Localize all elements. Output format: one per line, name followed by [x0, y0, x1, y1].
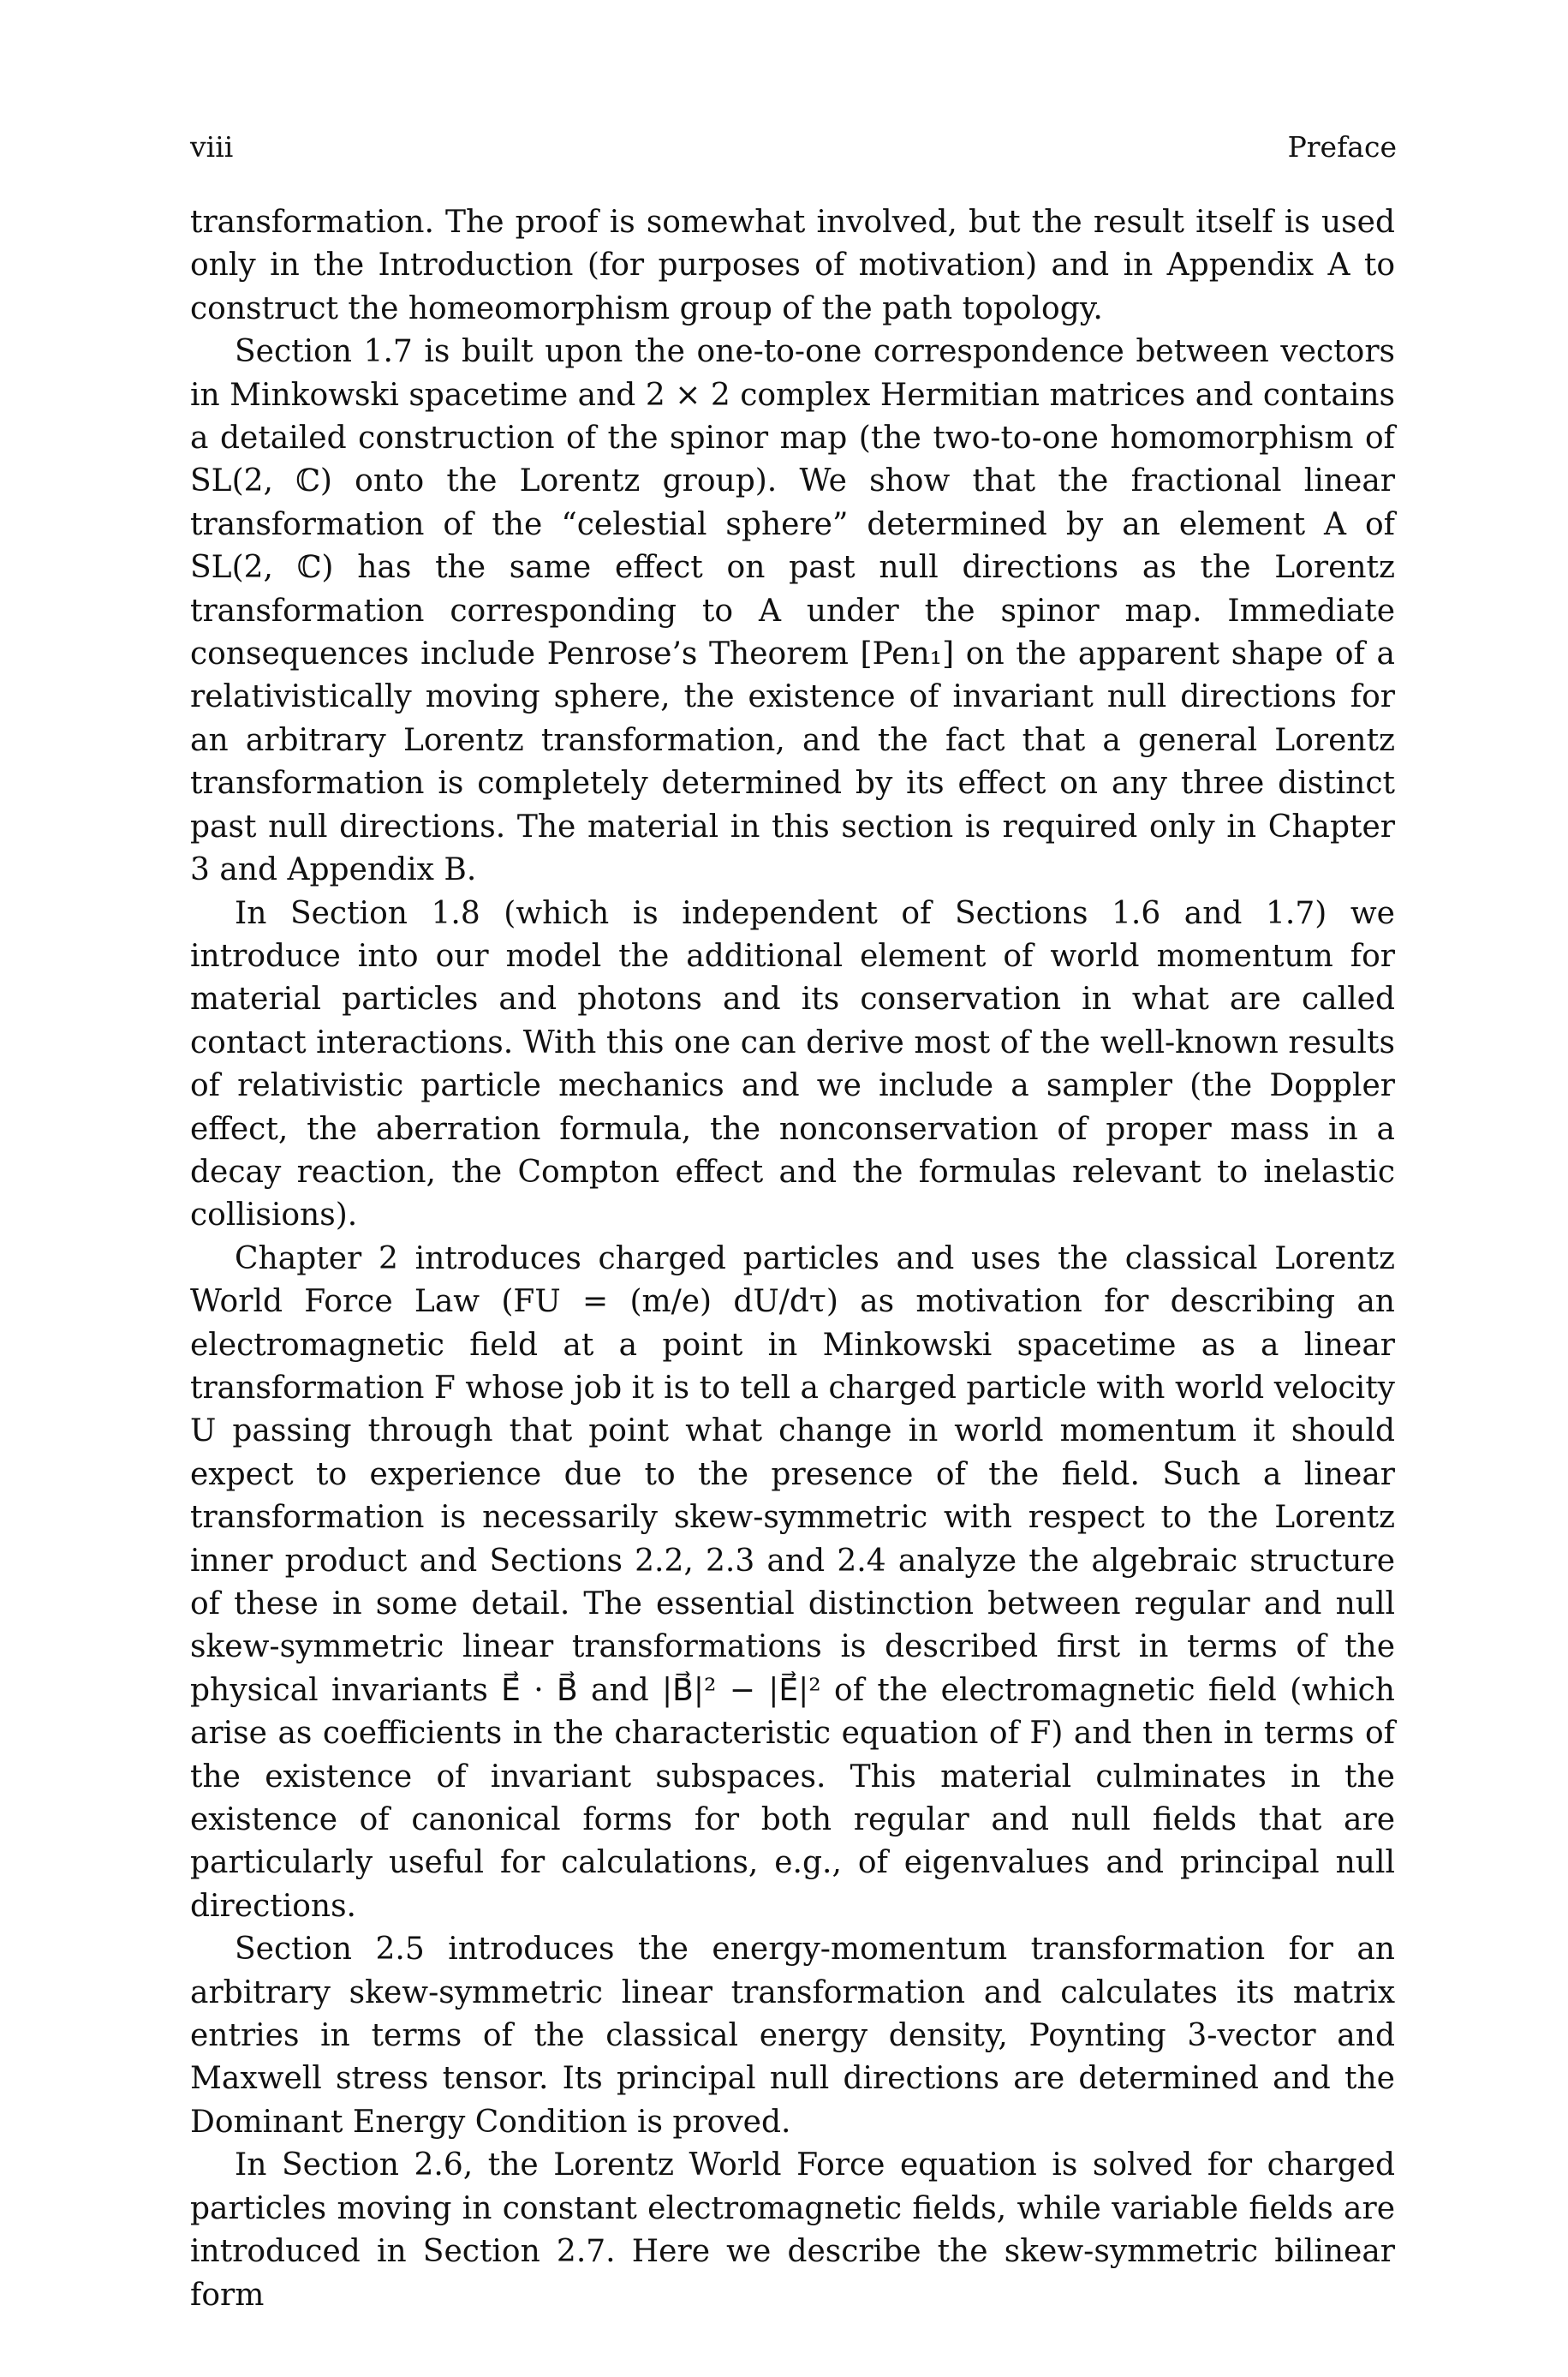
page-number: viii	[190, 130, 234, 164]
running-head	[190, 130, 1397, 164]
paragraph-section-1-8: In Section 1.8 (which is independent of Sections 1.6 and 1.7) we introduce into our model the additional element of world momentum for material particles and photons and its conservation in what are called contact interactions. With this one can derive most of the well-known results of relativistic particle mechanics and we include a sampler (the Doppler effect, the aberration formula, the nonconservation of proper mass in a decay reaction, the Compton effect and the formulas relevant to inelastic collisions).	[190, 895, 1395, 1233]
running-title: Preface	[1287, 130, 1397, 164]
paragraph-section-1-7: Section 1.7 is built upon the one-to-one correspondence between vectors in Minkowski spacetime and 2 × 2 complex Hermitian matrices and contains a detailed construction of the spinor map (the two-to-one homomorphism of SL(2, ℂ) onto the Lorentz group). We show that the fractional linear transformation of the “celestial sphere” determined by an element A of SL(2, ℂ) has the same effect on past null directions as the Lorentz transformation corresponding to A under the spinor map. Immediate consequences include Penrose’s Theorem [Pen₁] on the apparent shape of a relativistically moving sphere, the existence of invariant null directions for an arbitrary Lorentz transformation, and the fact that a general Lorentz transformation is completely determined by its effect on any three distinct past null directions. The material in this section is required only in Chapter 3 and Appendix B.	[190, 334, 1395, 888]
paragraph-chapter-2: Chapter 2 introduces charged particles and uses the classical Lorentz World Force Law (FU = (m/e) dU/dτ) as motivation for describing an electromagnetic field at a point in Minkowski spacetime as a linear transformation F whose job it is to tell a charged particle with world velocity U passing through that point what change in world momentum it should expect to experience due to the presence of the field. Such a linear transformation is necessarily skew-symmetric with respect to the Lorentz inner product and Sections 2.2, 2.3 and 2.4 analyze the algebraic structure of these in some detail. The essential distinction between regular and null skew-symmetric linear transformations is described first in terms of the physical invariants E⃗ · B⃗ and |B⃗|² − |E⃗|² of the electromagnetic field (which arise as coefficients in the characteristic equation of F) and then in terms of the existence of invariant subspaces. This material culminates in the existence of canonical forms for both regular and null fields that are particularly useful for calculations, e.g., of eigenvalues and principal null directions.	[190, 1240, 1395, 1924]
paragraph-continuation: transformation. The proof is somewhat involved, but the result itself is used only in the Introduction (for purposes of motivation) and in Appendix A to construct the homeomorphism group of the path topology.	[190, 205, 1395, 326]
body-text	[190, 201, 1395, 2317]
paragraph-section-2-5: Section 2.5 introduces the energy-momentum transformation for an arbitrary skew-symmetric linear transformation and calculates its matrix entries in terms of the classical energy density, Poynting 3-vector and Maxwell stress tensor. Its principal null directions are determined and the Dominant Energy Condition is proved.	[190, 1932, 1395, 2140]
paragraph-section-2-6: In Section 2.6, the Lorentz World Force equation is solved for charged particles moving in constant electromagnetic fields, while variable fields are introduced in Section 2.7. Here we describe the skew-symmetric bilinear form	[190, 2147, 1395, 2313]
